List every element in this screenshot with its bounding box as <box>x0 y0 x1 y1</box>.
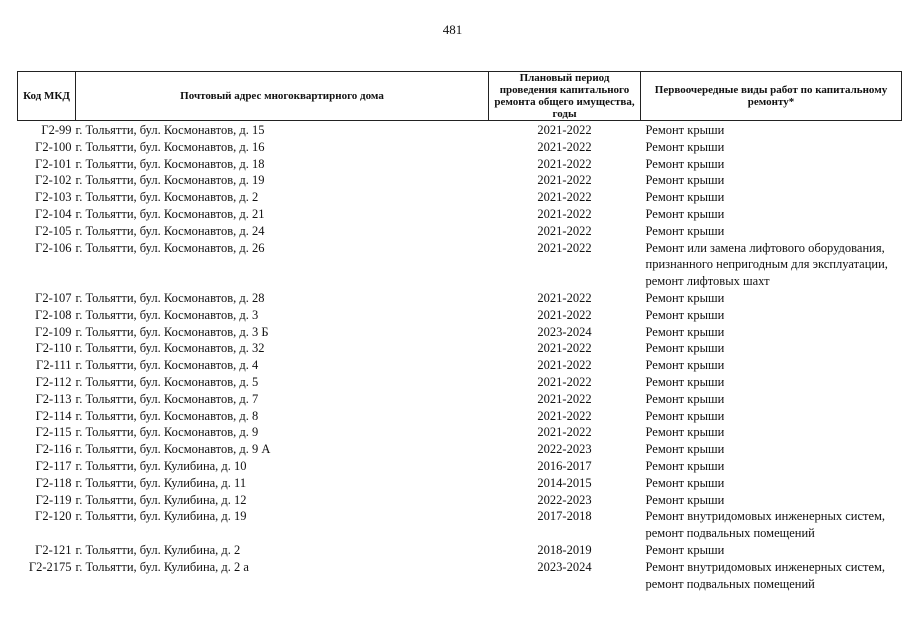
cell-works: Ремонт крыши <box>645 139 725 154</box>
cell-address: г. Тольятти, бул. Кулибина, д. 10 <box>75 458 247 473</box>
cell-period: 2022-2023 <box>537 442 592 457</box>
cell-period: 2016-2017 <box>537 458 592 473</box>
cell-works: Ремонт внутридомовых инженерных систем, ремонт подвальных помещений <box>645 559 886 591</box>
cell-code: Г2-101 <box>35 156 72 171</box>
cell-code: Г2-100 <box>35 139 72 154</box>
cell-works: Ремонт крыши <box>645 408 725 423</box>
cell-period: 2021-2022 <box>537 425 592 440</box>
cell-period: 2021-2022 <box>537 223 592 238</box>
cell-address: г. Тольятти, бул. Космонавтов, д. 2 <box>75 190 259 205</box>
cell-address: г. Тольятти, бул. Космонавтов, д. 9 А <box>75 442 271 457</box>
cell-code: Г2-104 <box>35 206 72 221</box>
table-row <box>18 223 902 240</box>
cell-works: Ремонт внутридомовых инженерных систем, ремонт подвальных помещений <box>645 509 886 541</box>
cell-works: Ремонт крыши <box>645 391 725 406</box>
table-row <box>18 206 902 223</box>
cell-works: Ремонт крыши <box>645 156 725 171</box>
table-row <box>18 340 902 357</box>
table-row <box>18 475 902 492</box>
cell-period: 2017-2018 <box>537 509 592 524</box>
cell-address: г. Тольятти, бул. Кулибина, д. 19 <box>75 509 247 524</box>
cell-address: г. Тольятти, бул. Космонавтов, д. 26 <box>75 240 265 255</box>
cell-code: Г2-119 <box>35 492 72 507</box>
cell-code: Г2-114 <box>35 408 72 423</box>
table-row <box>18 139 902 156</box>
table-row <box>18 408 902 425</box>
table-row <box>18 324 902 341</box>
cell-period: 2021-2022 <box>537 156 592 171</box>
table-header-row <box>18 72 902 121</box>
table-row <box>18 542 902 559</box>
table-row <box>18 156 902 173</box>
cell-code: Г2-115 <box>35 425 72 440</box>
cell-works: Ремонт крыши <box>645 374 725 389</box>
cell-code: Г2-113 <box>35 391 72 406</box>
cell-period: 2021-2022 <box>537 374 592 389</box>
cell-code: Г2-111 <box>36 358 72 373</box>
table-row <box>18 458 902 475</box>
table-row <box>18 240 902 290</box>
cell-period: 2021-2022 <box>537 408 592 423</box>
cell-address: г. Тольятти, бул. Космонавтов, д. 18 <box>75 156 265 171</box>
table-row <box>18 391 902 408</box>
cell-period: 2021-2022 <box>537 391 592 406</box>
cell-code: Г2-108 <box>35 307 72 322</box>
cell-address: г. Тольятти, бул. Космонавтов, д. 16 <box>75 139 265 154</box>
table-row <box>18 189 902 206</box>
table-row <box>18 374 902 391</box>
table-row <box>18 492 902 509</box>
cell-works: Ремонт крыши <box>645 542 725 557</box>
header-works: Первоочередные виды работ по капитальному ремонту* <box>641 72 902 121</box>
cell-code: Г2-120 <box>35 509 72 524</box>
cell-address: г. Тольятти, бул. Кулибина, д. 11 <box>75 475 247 490</box>
cell-address: г. Тольятти, бул. Космонавтов, д. 3 <box>75 307 259 322</box>
cell-works: Ремонт крыши <box>645 173 725 188</box>
cell-code: Г2-118 <box>35 475 72 490</box>
cell-address: г. Тольятти, бул. Космонавтов, д. 8 <box>75 408 259 423</box>
cell-works: Ремонт крыши <box>645 123 725 137</box>
cell-period: 2021-2022 <box>537 123 592 137</box>
table-row <box>18 424 902 441</box>
cell-period: 2021-2022 <box>537 307 592 322</box>
cell-period: 2021-2022 <box>537 358 592 373</box>
cell-period: 2021-2022 <box>537 173 592 188</box>
cell-address: г. Тольятти, бул. Космонавтов, д. 9 <box>75 425 259 440</box>
table-row <box>18 307 902 324</box>
cell-works: Ремонт крыши <box>645 425 725 440</box>
cell-works: Ремонт крыши <box>645 324 725 339</box>
cell-works: Ремонт крыши <box>645 290 725 305</box>
header-period: Плановый период проведения капитального ремонта общего имущества, годы <box>489 72 641 121</box>
cell-works: Ремонт крыши <box>645 341 725 356</box>
table-row <box>18 290 902 307</box>
cell-address: г. Тольятти, бул. Космонавтов, д. 15 <box>75 123 265 137</box>
cell-code: Г2-110 <box>35 341 72 356</box>
header-address: Почтовый адрес многоквартирного дома <box>76 72 489 121</box>
cell-period: 2014-2015 <box>537 475 592 490</box>
capital-repair-table <box>17 71 902 592</box>
cell-period: 2018-2019 <box>537 542 592 557</box>
cell-code: Г2-112 <box>35 374 72 389</box>
cell-period: 2021-2022 <box>537 190 592 205</box>
cell-works: Ремонт крыши <box>645 307 725 322</box>
cell-period: 2021-2022 <box>537 341 592 356</box>
cell-period: 2022-2023 <box>537 492 592 507</box>
cell-code: Г2-105 <box>35 223 72 238</box>
cell-code: Г2-116 <box>35 442 72 457</box>
cell-period: 2021-2022 <box>537 139 592 154</box>
cell-works: Ремонт крыши <box>645 492 725 507</box>
cell-code: Г2-109 <box>35 324 72 339</box>
cell-works: Ремонт крыши <box>645 206 725 221</box>
cell-works: Ремонт или замена лифтового оборудования, признанного непригодным для эксплуатации, ремонт лифтовых шахт <box>645 240 888 289</box>
cell-period: 2023-2024 <box>537 324 592 339</box>
cell-address: г. Тольятти, бул. Космонавтов, д. 24 <box>75 223 265 238</box>
cell-works: Ремонт крыши <box>645 475 725 490</box>
cell-address: г. Тольятти, бул. Космонавтов, д. 3 Б <box>75 324 269 339</box>
cell-code: Г2-106 <box>35 240 72 255</box>
table-row <box>18 121 902 139</box>
cell-address: г. Тольятти, бул. Космонавтов, д. 21 <box>75 206 265 221</box>
cell-period: 2021-2022 <box>537 206 592 221</box>
cell-code: Г2-103 <box>35 190 72 205</box>
cell-code: Г2-107 <box>35 290 72 305</box>
cell-period: 2021-2022 <box>537 240 592 255</box>
table-row <box>18 172 902 189</box>
table-row <box>18 559 902 593</box>
cell-address: г. Тольятти, бул. Космонавтов, д. 32 <box>75 341 265 356</box>
cell-address: г. Тольятти, бул. Космонавтов, д. 5 <box>75 374 259 389</box>
cell-address: г. Тольятти, бул. Космонавтов, д. 19 <box>75 173 265 188</box>
cell-code: Г2-99 <box>41 123 72 137</box>
cell-code: Г2-121 <box>35 542 72 557</box>
table-body <box>18 121 902 593</box>
cell-works: Ремонт крыши <box>645 358 725 373</box>
cell-address: г. Тольятти, бул. Кулибина, д. 12 <box>75 492 247 507</box>
table-row <box>18 441 902 458</box>
cell-code: Г2-117 <box>35 458 72 473</box>
cell-works: Ремонт крыши <box>645 458 725 473</box>
cell-works: Ремонт крыши <box>645 442 725 457</box>
cell-period: 2021-2022 <box>537 290 592 305</box>
table-row <box>18 508 902 542</box>
cell-address: г. Тольятти, бул. Космонавтов, д. 4 <box>75 358 259 373</box>
header-code: Код МКД <box>18 72 76 121</box>
table-row <box>18 357 902 374</box>
cell-period: 2023-2024 <box>537 559 592 574</box>
cell-address: г. Тольятти, бул. Космонавтов, д. 28 <box>75 290 265 305</box>
cell-code: Г2-2175 <box>28 559 72 574</box>
page-number: 481 <box>442 22 463 37</box>
cell-address: г. Тольятти, бул. Космонавтов, д. 7 <box>75 391 259 406</box>
cell-address: г. Тольятти, бул. Кулибина, д. 2 а <box>75 559 249 574</box>
cell-address: г. Тольятти, бул. Кулибина, д. 2 <box>75 542 241 557</box>
cell-works: Ремонт крыши <box>645 190 725 205</box>
cell-code: Г2-102 <box>35 173 72 188</box>
cell-works: Ремонт крыши <box>645 223 725 238</box>
